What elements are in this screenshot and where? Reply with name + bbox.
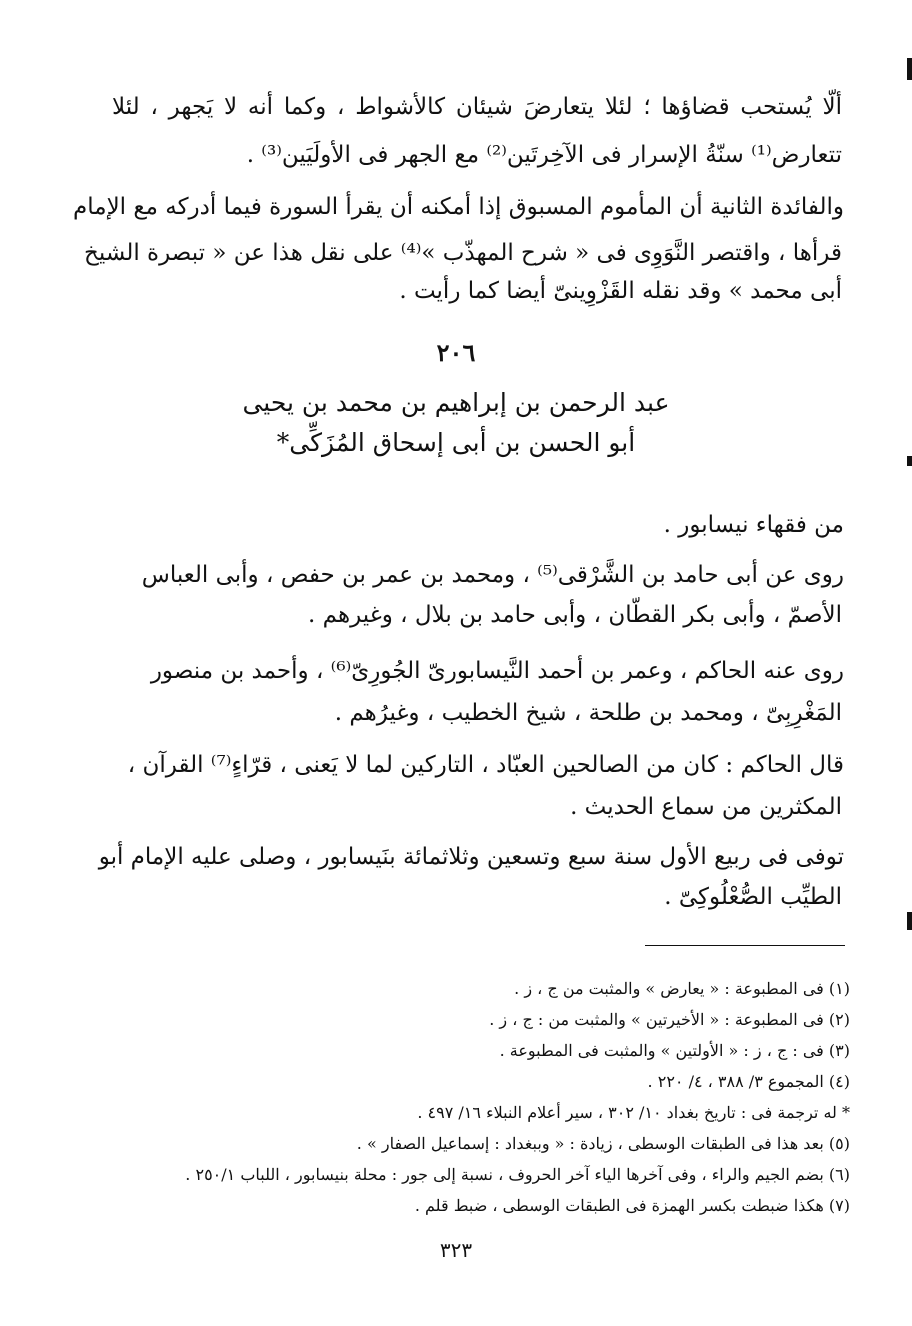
- text-line: من فقهاء نيسابور .: [663, 512, 844, 538]
- text-line: روى عن أبى حامد بن الشَّرْقى⁽⁵⁾ ، ومحمد بن عمر بن حفص ، وأبى العباس: [141, 562, 844, 588]
- footnote: (٤) المجموع ٣/ ٣٨٨ ، ٤/ ٢٢٠ .: [647, 1072, 850, 1091]
- entry-title-line1: عبد الرحمن بن إبراهيم بن محمد بن يحيى: [242, 388, 670, 417]
- text-line: المكثرين من سماع الحديث .: [570, 794, 842, 820]
- footnote: * له ترجمة فى : تاريخ بغداد ١٠/ ٣٠٢ ، سير أعلام النبلاء ١٦/ ٤٩٧ .: [417, 1103, 850, 1122]
- text-line: تتعارض⁽¹⁾ سنّةُ الإسرار فى الآخِرتَين⁽²⁾ مع الجهر فى الأولَيَين⁽³⁾ .: [246, 142, 842, 168]
- text-line: والفائدة الثانية أن المأموم المسبوق إذا أمكنه أن يقرأ السورة فيما أدركه مع الإمام: [73, 194, 844, 220]
- text-line: الأصمّ ، وأبى بكر القطّان ، وأبى حامد بن بلال ، وغيرهم .: [308, 602, 842, 628]
- text-line: روى عنه الحاكم ، وعمر بن أحمد النَّيسابورىّ الجُورِىّ⁽⁶⁾ ، وأحمد بن منصور: [150, 658, 844, 684]
- footnote: (٣) فى : ج ، ز : « الأولتين » والمثبت فى المطبوعة .: [499, 1041, 850, 1060]
- footnote: (١) فى المطبوعة : « يعارض » والمثبت من ج ، ز .: [514, 979, 850, 998]
- footnote-divider: [645, 945, 845, 946]
- text-line: ألّا يُستحب قضاؤها ؛ لئلا يتعارضَ شيئان كالأشواط ، وكما أنه لا يَجهر ، لئلا: [112, 94, 842, 120]
- footnote: (٥) بعد هذا فى الطبقات الوسطى ، زيادة : « وببغداد : إسماعيل الصفار » .: [356, 1134, 850, 1153]
- entry-number: ٢٠٦: [436, 338, 476, 367]
- scan-edge-mark: [907, 58, 912, 80]
- text-line: المَغْرِبِىّ ، ومحمد بن طلحة ، شيخ الخطيب ، وغيرُهم .: [334, 700, 842, 726]
- page-number: ٣٢٣: [439, 1238, 473, 1262]
- text-line: قال الحاكم : كان من الصالحين العبّاد ، التاركين لما لا يَعنى ، قرّاءٍ⁽⁷⁾ القرآن ،: [127, 752, 844, 778]
- text-line: توفى فى ربيع الأول سنة سبع وتسعين وثلاثمائة بنَيسابور ، وصلى عليه الإمام أبو: [98, 844, 844, 870]
- footnote: (٢) فى المطبوعة : « الأخيرتين » والمثبت من : ج ، ز .: [489, 1010, 850, 1029]
- scan-edge-mark: [907, 456, 912, 466]
- footnote: (٦) بضم الجيم والراء ، وفى آخرها الياء آخر الحروف ، نسبة إلى جور : محلة بنيسابور ، اللباب ٢٥٠/١ .: [185, 1165, 850, 1184]
- footnote: (٧) هكذا ضبطت بكسر الهمزة فى الطبقات الوسطى ، ضبط قلم .: [414, 1196, 850, 1215]
- text-line: أبى محمد » وقد نقله القَزْوِينىّ أيضا كما رأيت .: [399, 278, 842, 304]
- text-line: الطيِّب الصُّعْلُوكِىّ .: [664, 884, 842, 910]
- text-line: قرأها ، واقتصر النَّوَوِى فى « شرح المهذّب »⁽⁴⁾ على نقل هذا عن « تبصرة الشيخ: [84, 240, 842, 266]
- entry-title-line2: أبو الحسن بن أبى إسحاق المُزَكِّى*: [276, 428, 636, 457]
- scan-edge-mark: [907, 912, 912, 930]
